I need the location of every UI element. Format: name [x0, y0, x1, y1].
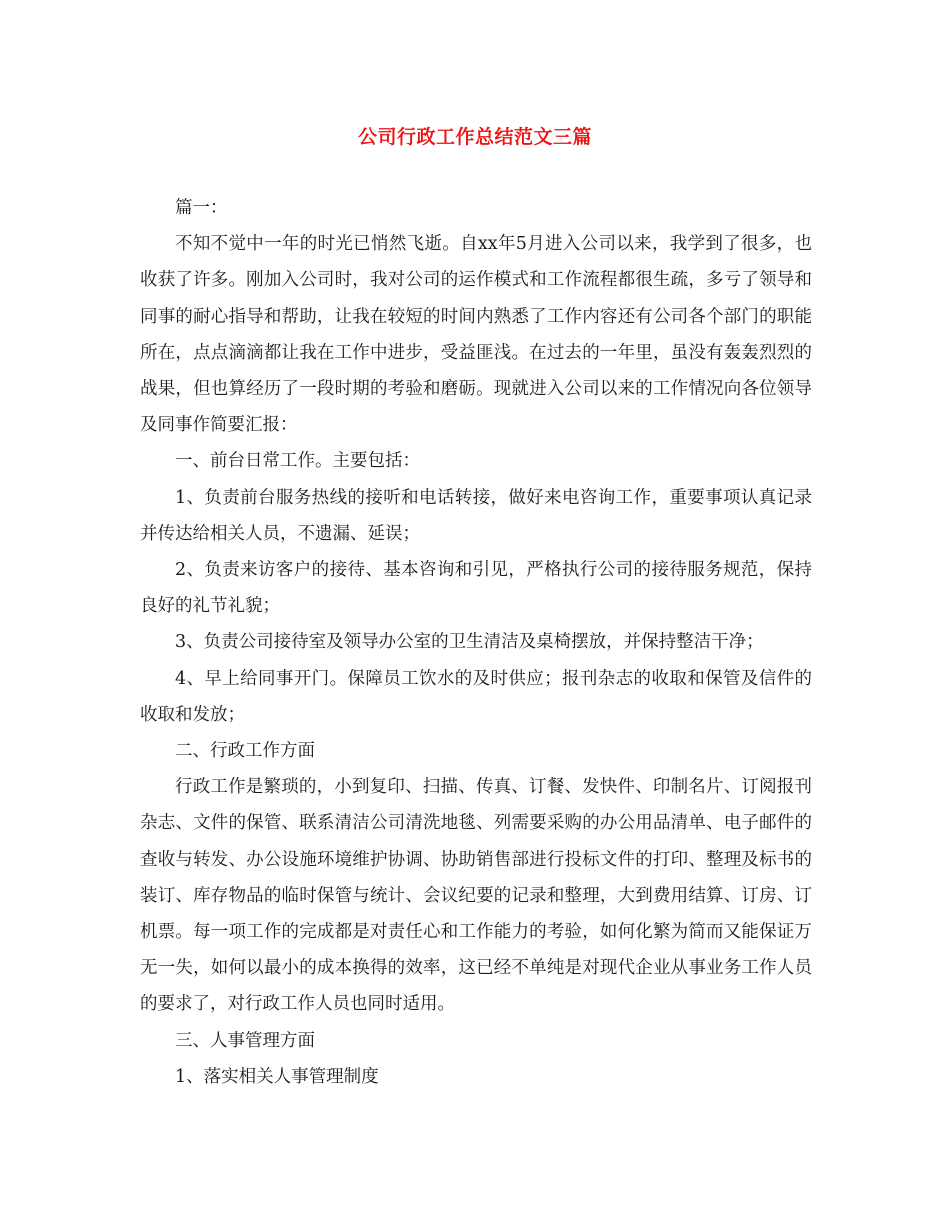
- heading-front-desk: 一、前台日常工作。主要包括：: [175, 451, 420, 472]
- list-item: 4、早上给同事开门。保障员工饮水的及时供应；报刊杂志的收取和保管及信件的收取和发放；: [140, 668, 812, 725]
- heading-admin-work: 二、行政工作方面: [175, 741, 315, 762]
- paragraph-admin-work: 行政工作是繁琐的，小到复印、扫描、传真、订餐、发快件、印制名片、订阅报刊杂志、文件的保管、联系清洁公司清洗地毯、列需要采购的办公用品清单、电子邮件的查收与转发、办公设施环境维护协调、协助销售部进行投标文件的打印、整理及标书的装订、库存物品的临时保管与统计、会议纪要的记录和整理，大到费用结算、订房、订机票。每一项工作的完成都是对责任心和工作能力的考验，如何化繁为简而又能保证万无一失，如何以最小的成本换得的效率，这已经不单纯是对现代企业从事业务工作人员的要求了，对行政工作人员也同时适用。: [140, 777, 812, 1015]
- document-title: 公司行政工作总结范文三篇: [357, 126, 592, 148]
- heading-hr: 三、人事管理方面: [175, 1030, 315, 1051]
- list-item: 1、落实相关人事管理制度: [175, 1066, 379, 1087]
- list-item: 1、负责前台服务热线的接听和电话转接，做好来电咨询工作，重要事项认真记录并传达给相关人员，不遗漏、延误；: [140, 487, 812, 544]
- section-label: 篇一：: [175, 198, 228, 218]
- list-item: 2、负责来访客户的接待、基本咨询和引见，严格执行公司的接待服务规范，保持良好的礼节礼貌；: [140, 560, 812, 617]
- list-item: 3、负责公司接待室及领导办公室的卫生清洁及桌椅摆放，并保持整洁干净；: [175, 632, 764, 653]
- document-body: [140, 190, 812, 1095]
- paragraph-intro: 不知不觉中一年的时光已悄然飞逝。自xx年5月进入公司以来，我学到了很多，也收获了许多。刚加入公司时，我对公司的运作模式和工作流程都很生疏，多亏了领导和同事的耐心指导和帮助，让我在较短的时间内熟悉了工作内容还有公司各个部门的职能所在，点点滴滴都让我在工作中进步，受益匪浅。在过去的一年里，虽没有轰轰烈烈的战果，但也算经历了一段时期的考验和磨砺。现就进入公司以来的工作情况向各位领导及同事作简要汇报：: [140, 234, 812, 436]
